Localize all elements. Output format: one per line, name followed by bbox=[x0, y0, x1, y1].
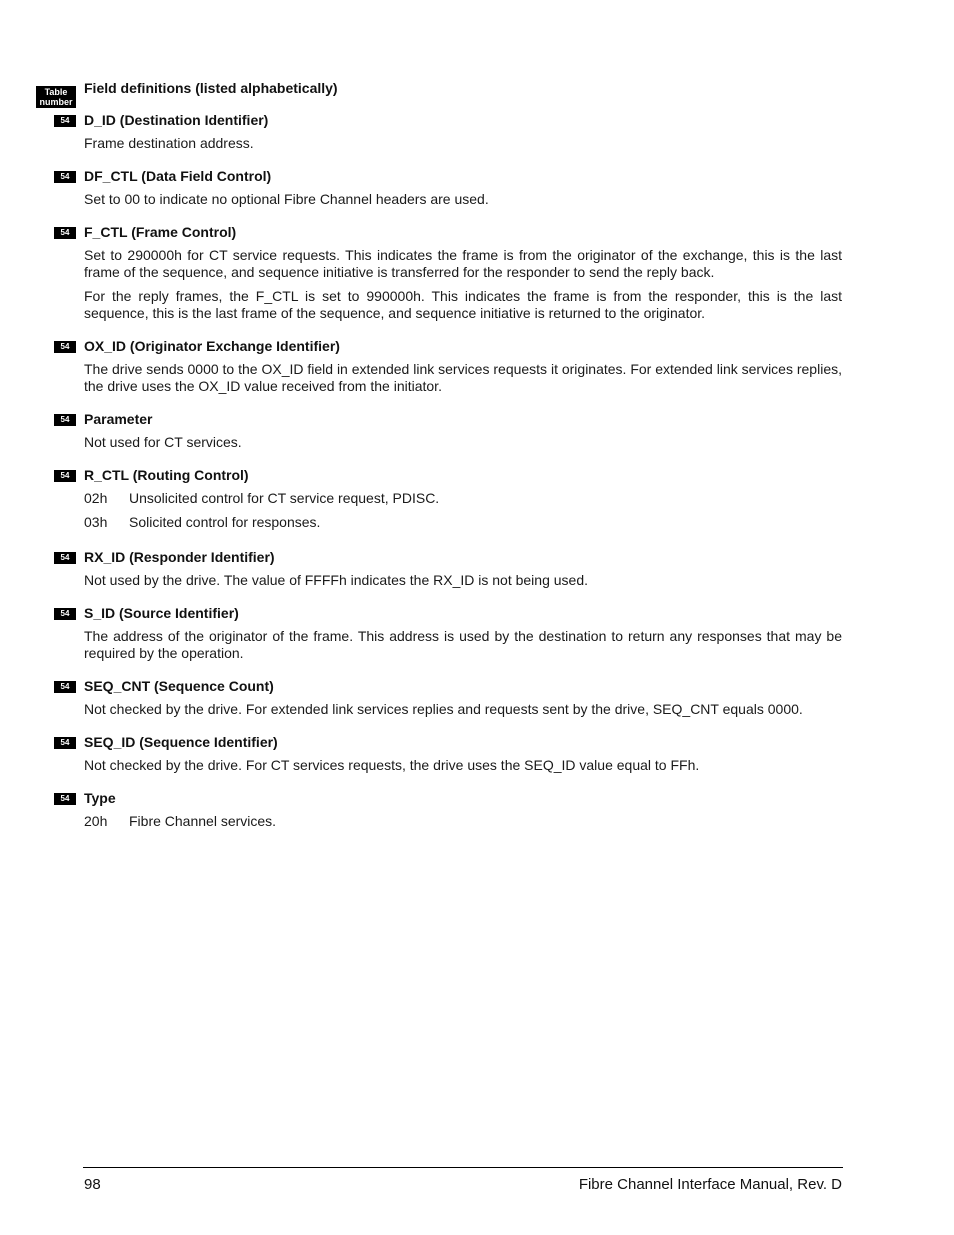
field-entry-header bbox=[0, 467, 954, 487]
page-number: 98 bbox=[84, 1176, 101, 1193]
manual-title: Fibre Channel Interface Manual, Rev. D bbox=[578, 1176, 842, 1193]
table-number-badge: 54 bbox=[54, 171, 76, 183]
page-title: Field definitions (listed alphabetically) bbox=[84, 80, 338, 96]
table-number-badge: 54 bbox=[54, 227, 76, 239]
code-value: 03h bbox=[84, 514, 108, 530]
table-number-badge: 54 bbox=[54, 793, 76, 805]
field-title: RX_ID (Responder Identifier) bbox=[84, 549, 275, 565]
field-title: DF_CTL (Data Field Control) bbox=[84, 168, 272, 184]
field-description: Frame destination address. bbox=[84, 135, 254, 151]
field-entry-header bbox=[0, 411, 954, 431]
field-entry-header bbox=[0, 168, 954, 188]
field-description: Not used by the drive. The value of FFFFh indicates the RX_ID is not being used. bbox=[84, 572, 589, 588]
table-number-badge: 54 bbox=[54, 737, 76, 749]
field-title: OX_ID (Originator Exchange Identifier) bbox=[84, 338, 340, 354]
code-value: 20h bbox=[84, 813, 108, 829]
code-description: Unsolicited control for CT service request, PDISC. bbox=[129, 490, 440, 506]
code-description: Solicited control for responses. bbox=[129, 514, 321, 530]
field-entry-header bbox=[0, 338, 954, 358]
table-header bbox=[36, 80, 856, 108]
code-value-row bbox=[84, 490, 842, 509]
code-value-row bbox=[84, 813, 842, 832]
table-number-badge: 54 bbox=[54, 341, 76, 353]
field-entry bbox=[0, 467, 954, 533]
table-number-tag bbox=[36, 86, 76, 108]
table-number-badge: 54 bbox=[54, 608, 76, 620]
field-entry bbox=[0, 224, 954, 322]
field-definitions-list bbox=[0, 112, 954, 848]
field-entry bbox=[0, 549, 954, 589]
field-entry-header bbox=[0, 112, 954, 132]
table-tag-line2: number bbox=[39, 97, 73, 107]
field-entry-header bbox=[0, 734, 954, 754]
field-title: Type bbox=[84, 790, 116, 806]
code-description: Fibre Channel services. bbox=[129, 813, 277, 829]
field-title: SEQ_ID (Sequence Identifier) bbox=[84, 734, 278, 750]
table-number-badge: 54 bbox=[54, 115, 76, 127]
field-description: Not checked by the drive. For CT services requests, the drive uses the SEQ_ID value equal to FFh. bbox=[84, 757, 700, 773]
field-description: Not checked by the drive. For extended link services replies and requests sent by the drive, SEQ_CNT equals 0000. bbox=[84, 701, 803, 717]
code-value: 02h bbox=[84, 490, 108, 506]
footer-divider bbox=[83, 1167, 843, 1168]
table-number-badge: 54 bbox=[54, 414, 76, 426]
field-entry-header bbox=[0, 549, 954, 569]
field-entry bbox=[0, 790, 954, 832]
field-entry bbox=[0, 112, 954, 152]
field-title: Parameter bbox=[84, 411, 153, 427]
field-description: The drive sends 0000 to the OX_ID field in extended link services requests it originates. For extended link services replies, the drive uses the OX_ID value received from the initiator. bbox=[84, 361, 842, 394]
field-entry bbox=[0, 734, 954, 774]
field-entry bbox=[0, 678, 954, 718]
field-title: F_CTL (Frame Control) bbox=[84, 224, 237, 240]
field-title: SEQ_CNT (Sequence Count) bbox=[84, 678, 274, 694]
field-title: S_ID (Source Identifier) bbox=[84, 605, 239, 621]
field-entry-header bbox=[0, 224, 954, 244]
field-entry-header bbox=[0, 605, 954, 625]
field-title: D_ID (Destination Identifier) bbox=[84, 112, 269, 128]
field-entry bbox=[0, 411, 954, 451]
code-value-row bbox=[84, 514, 842, 533]
field-title: R_CTL (Routing Control) bbox=[84, 467, 249, 483]
field-description: Set to 00 to indicate no optional Fibre Channel headers are used. bbox=[84, 191, 489, 207]
field-entry-header bbox=[0, 678, 954, 698]
field-entry bbox=[0, 605, 954, 662]
field-description: The address of the originator of the frame. This address is used by the destination to return any responses that may be required by the operation. bbox=[84, 628, 842, 661]
table-number-badge: 54 bbox=[54, 681, 76, 693]
field-entry-header bbox=[0, 790, 954, 810]
table-number-badge: 54 bbox=[54, 552, 76, 564]
table-tag-line1: Table bbox=[44, 87, 68, 97]
field-entry bbox=[0, 168, 954, 208]
field-description: For the reply frames, the F_CTL is set to 990000h. This indicates the frame is from the responder, this is the last sequence, this is the last frame of the sequence, and sequence initiative is returned to the originator. bbox=[84, 288, 842, 321]
field-description: Not used for CT services. bbox=[84, 434, 242, 450]
table-number-badge: 54 bbox=[54, 470, 76, 482]
field-description: Set to 290000h for CT service requests. This indicates the frame is from the originator of the exchange, this is the last frame of the sequence, and sequence initiative is transferred for the responder to send the reply back. bbox=[84, 247, 842, 280]
field-entry bbox=[0, 338, 954, 395]
